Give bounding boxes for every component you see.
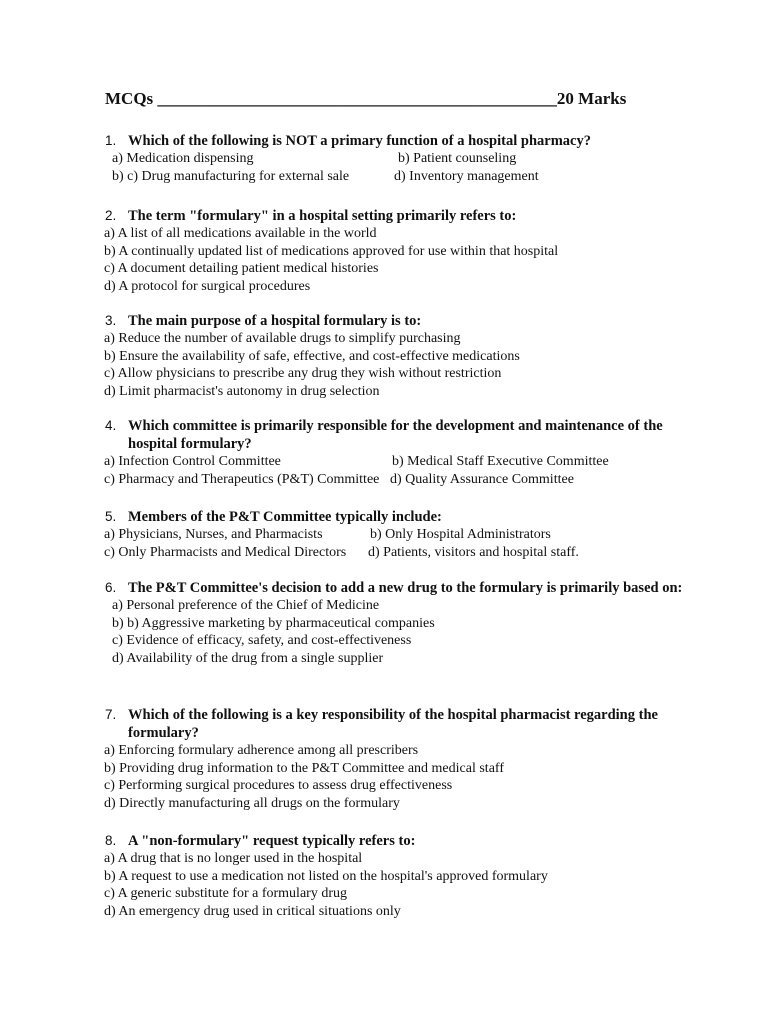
option-line [104, 742, 684, 760]
question-stem [104, 417, 684, 453]
option-line [104, 544, 684, 562]
option-text: a) Enforcing formulary adherence among all prescribers [104, 743, 419, 758]
option-text: d) Inventory management [394, 168, 539, 184]
question-1 [104, 132, 684, 185]
option-line [104, 760, 684, 778]
question-text: The main purpose of a hospital formulary is to: [128, 313, 422, 329]
option-text: d) Limit pharmacist's autonomy in drug selection [104, 383, 380, 399]
question-stem [104, 832, 684, 850]
question-text: Members of the P&T Committee typically include: [128, 509, 442, 525]
option-text: c) Performing surgical procedures to assess drug effectiveness [104, 778, 453, 793]
question-stem [104, 207, 684, 225]
question-number: 7. [105, 707, 117, 722]
option-text: c) Pharmacy and Therapeutics (P&T) Committee [104, 471, 380, 487]
option-line [104, 243, 684, 261]
option-line [104, 903, 684, 921]
option-line [104, 597, 684, 615]
question-8 [104, 832, 684, 920]
question-stem [104, 706, 684, 742]
option-text: d) Quality Assurance Committee [390, 471, 574, 487]
question-text: Which of the following is NOT a primary function of a hospital pharmacy? [128, 133, 591, 149]
option-text: b) Medical Staff Executive Committee [392, 454, 609, 469]
option-line [104, 383, 684, 401]
option-text: b) Only Hospital Administrators [370, 527, 551, 542]
option-line [104, 471, 684, 489]
question-number: 8. [105, 833, 117, 848]
question-stem [104, 579, 684, 597]
option-text: b) c) Drug manufacturing for external sale [112, 168, 350, 184]
option-text: b) A request to use a medication not listed on the hospital's approved formulary [104, 868, 548, 884]
option-text: b) Ensure the availability of safe, effective, and cost-effective medications [104, 348, 520, 364]
question-2 [104, 207, 684, 295]
question-number: 3. [105, 313, 117, 328]
option-text: c) A document detailing patient medical histories [104, 261, 379, 276]
option-text: c) Only Pharmacists and Medical Directors [104, 544, 347, 560]
option-text: c) Allow physicians to prescribe any drug they wish without restriction [104, 366, 502, 381]
question-3 [104, 312, 684, 400]
option-text: a) Physicians, Nurses, and Pharmacists [104, 527, 323, 542]
option-text: c) Evidence of efficacy, safety, and cost-effectiveness [112, 633, 412, 648]
option-line [104, 850, 684, 868]
question-text: Which of the following is a key responsibility of the hospital pharmacist regarding the formulary? [128, 707, 658, 741]
option-line [104, 868, 684, 886]
option-text: b) Patient counseling [398, 151, 517, 166]
question-stem [104, 132, 684, 150]
option-line [104, 632, 684, 650]
page-header: MCQs _______________________________________________20 Marks [105, 89, 627, 108]
option-text: a) A list of all medications available in the world [104, 226, 377, 241]
option-text: a) Reduce the number of available drugs to simplify purchasing [104, 331, 461, 346]
question-text: Which committee is primarily responsible for the development and maintenance of the hospital formulary? [128, 418, 663, 452]
option-text: a) A drug that is no longer used in the hospital [104, 851, 363, 866]
option-line [104, 777, 684, 795]
option-line [104, 260, 684, 278]
option-line [104, 453, 684, 471]
option-text: a) Personal preference of the Chief of Medicine [112, 598, 380, 613]
option-text: d) An emergency drug used in critical situations only [104, 903, 401, 919]
option-text: b) Providing drug information to the P&T Committee and medical staff [104, 760, 504, 776]
option-line [104, 150, 684, 168]
option-text: a) Medication dispensing [112, 151, 254, 166]
question-text: The P&T Committee's decision to add a new drug to the formulary is primarily based on: [128, 580, 683, 596]
option-text: b) b) Aggressive marketing by pharmaceutical companies [112, 615, 435, 631]
question-5 [104, 508, 684, 561]
option-text: d) A protocol for surgical procedures [104, 278, 311, 294]
question-number: 4. [105, 418, 117, 433]
question-text: A "non-formulary" request typically refers to: [128, 833, 416, 849]
question-6 [104, 579, 684, 667]
option-line [104, 365, 684, 383]
option-text: c) A generic substitute for a formulary drug [104, 886, 347, 901]
option-line [104, 278, 684, 296]
option-text: d) Patients, visitors and hospital staff. [368, 544, 579, 560]
option-line [104, 615, 684, 633]
option-line [104, 885, 684, 903]
question-stem [104, 312, 684, 330]
option-text: d) Availability of the drug from a single supplier [112, 650, 384, 666]
question-text: The term "formulary" in a hospital setting primarily refers to: [128, 208, 517, 224]
option-text: b) A continually updated list of medications approved for use within that hospital [104, 243, 559, 259]
option-line [104, 650, 684, 668]
option-line [104, 795, 684, 813]
question-stem [104, 508, 684, 526]
option-line [104, 168, 684, 186]
option-line [104, 225, 684, 243]
question-7 [104, 706, 684, 812]
question-4 [104, 417, 684, 488]
question-number: 6. [105, 580, 117, 595]
question-number: 2. [105, 208, 117, 223]
option-text: a) Infection Control Committee [104, 454, 281, 469]
option-line [104, 330, 684, 348]
option-text: d) Directly manufacturing all drugs on the formulary [104, 795, 400, 811]
question-number: 5. [105, 509, 117, 524]
option-line [104, 526, 684, 544]
option-line [104, 348, 684, 366]
question-number: 1. [105, 133, 117, 148]
